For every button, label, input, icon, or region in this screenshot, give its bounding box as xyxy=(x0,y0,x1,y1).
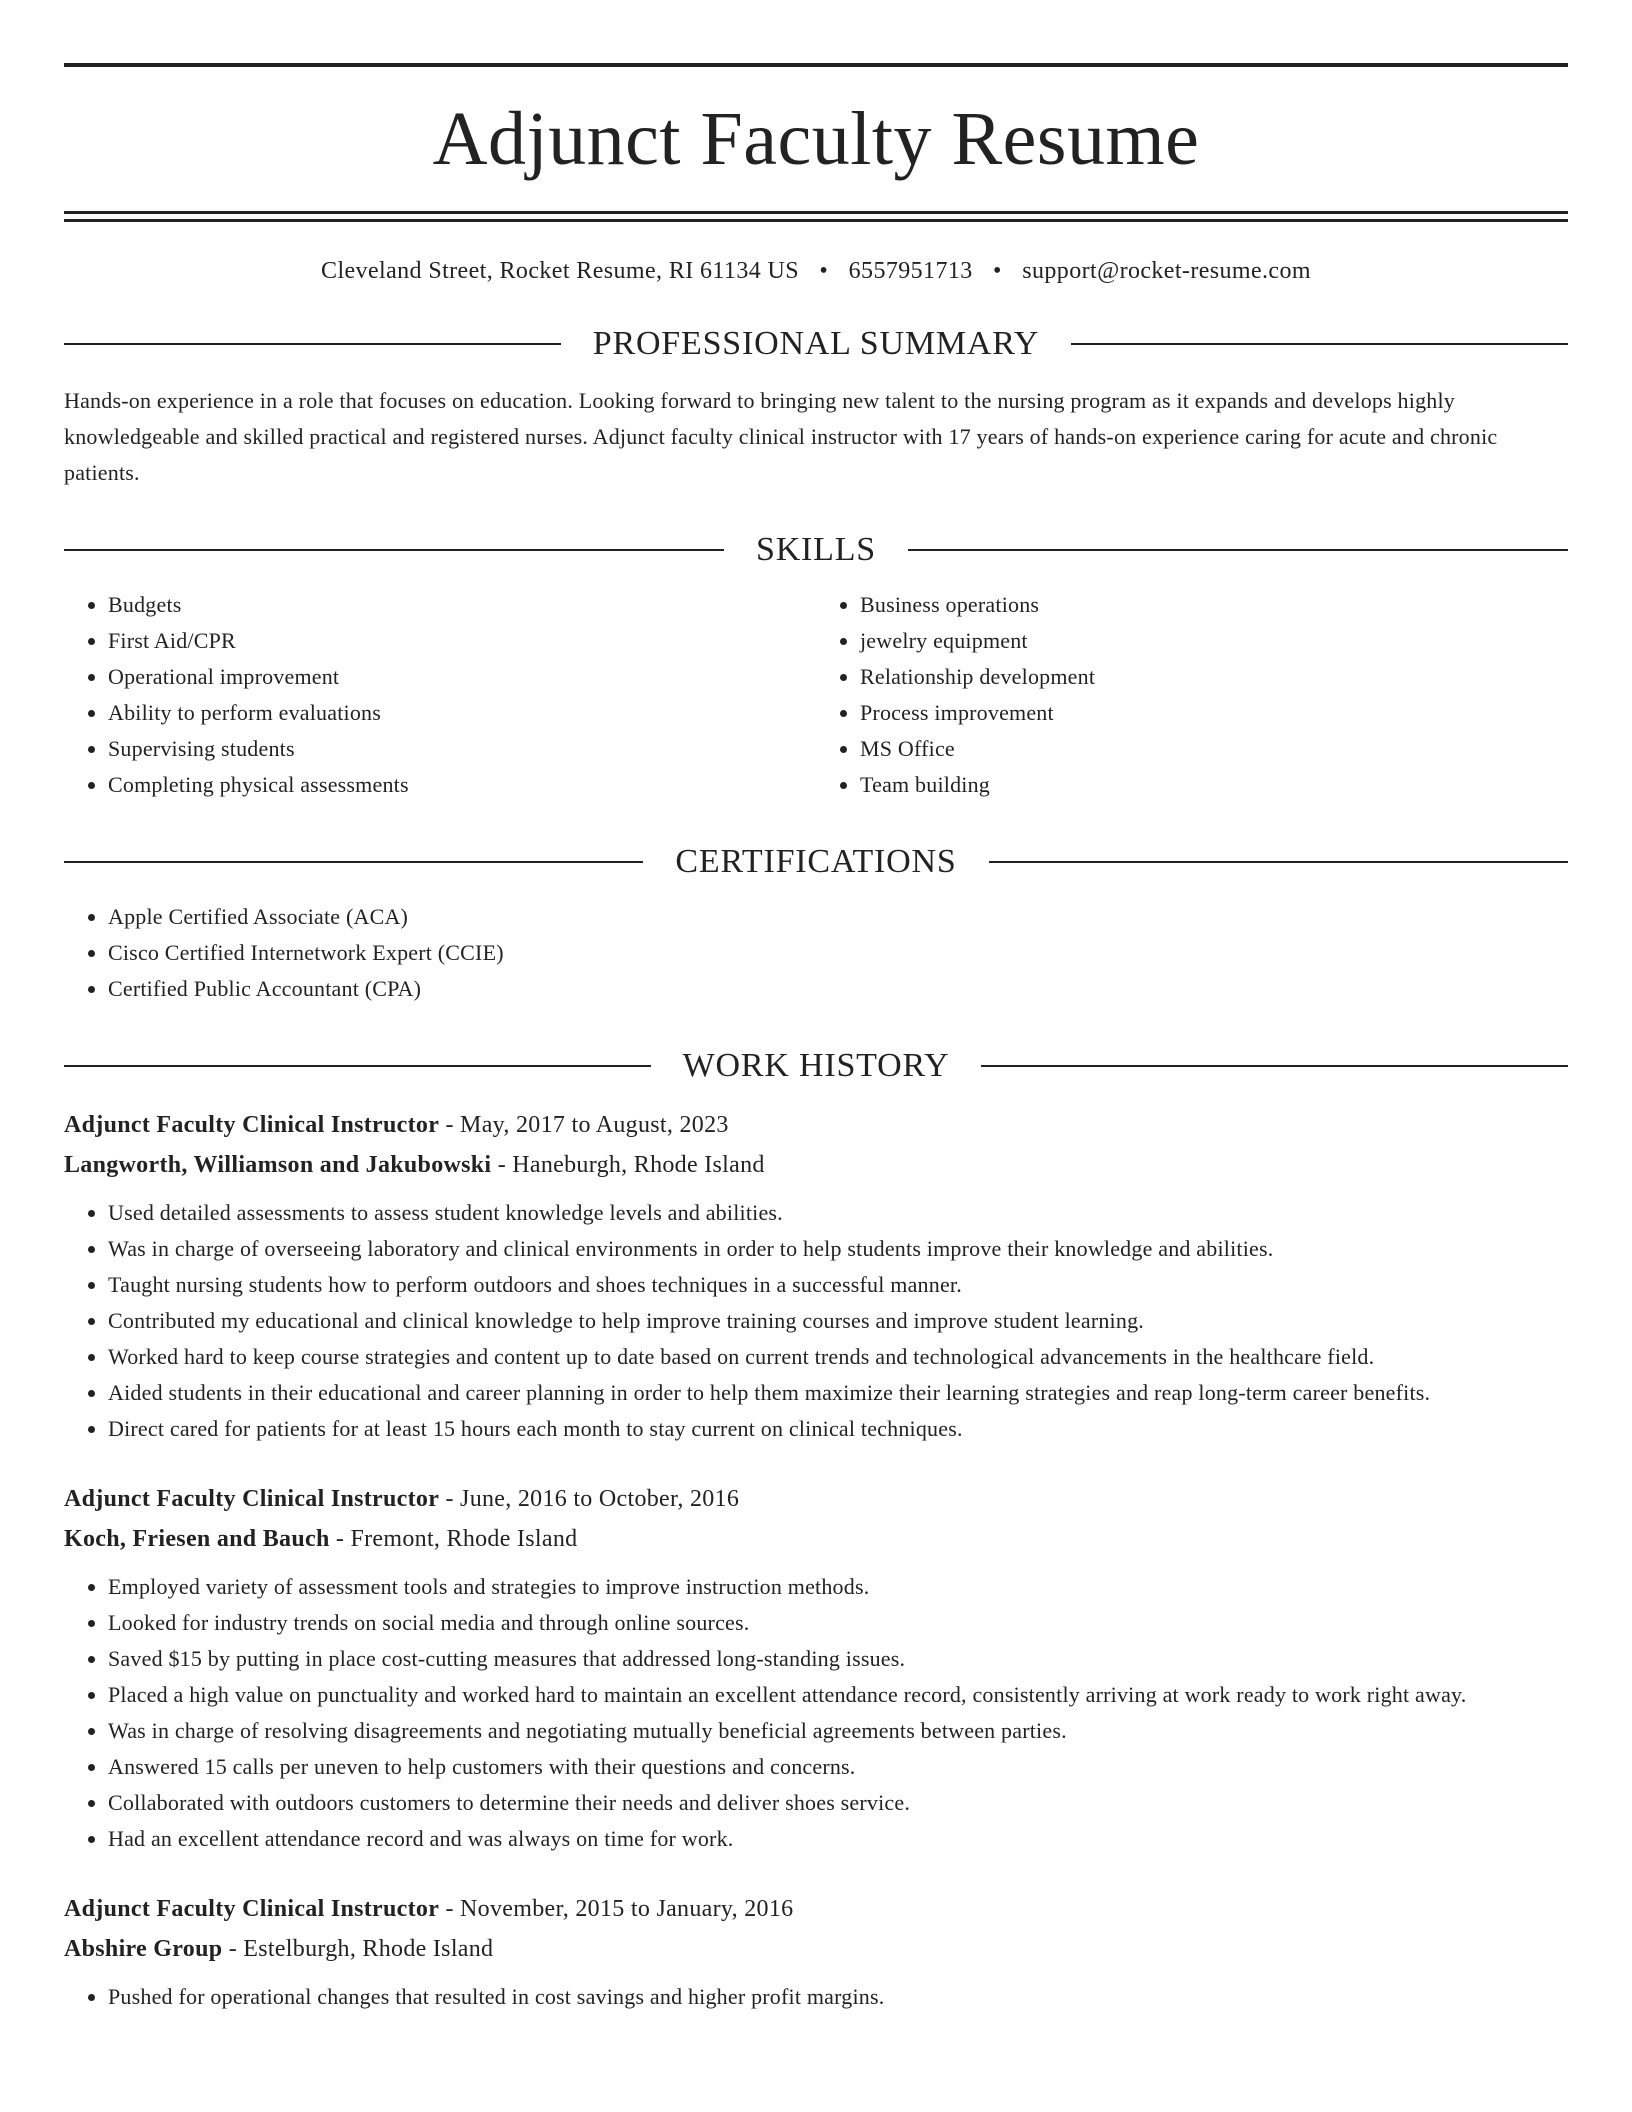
contact-email: support@rocket-resume.com xyxy=(1022,258,1311,284)
contact-separator: • xyxy=(819,258,829,284)
job-title-line xyxy=(64,1479,1568,1519)
job-dates: - November, 2015 to January, 2016 xyxy=(439,1896,794,1922)
job-company: Koch, Friesen and Bauch xyxy=(64,1526,330,1552)
job-bullet: • Collaborated with outdoors customers to determine their needs and deliver shoes service. xyxy=(108,1785,1568,1821)
contact-phone: 6557951713 xyxy=(848,258,973,284)
skill-item: • Operational improvement xyxy=(108,659,816,695)
contact-separator: • xyxy=(993,258,1002,284)
skills-section-header xyxy=(64,533,1568,567)
skill-item: • Team building xyxy=(860,767,1568,803)
job-bullet: • Placed a high value on punctuality and worked hard to maintain an excellent attendance record, consistently arriving at work ready to work right away. xyxy=(108,1677,1568,1713)
job-title-line xyxy=(64,1105,1568,1145)
job-bullet: • Was in charge of overseeing laboratory and clinical environments in order to help students improve their knowledge and abilities. xyxy=(108,1231,1568,1267)
job-title-line xyxy=(64,1889,1568,1929)
skill-item: • MS Office xyxy=(860,731,1568,767)
job-title: Adjunct Faculty Clinical Instructor xyxy=(64,1112,440,1138)
job-bullet: • Aided students in their educational and career planning in order to help them maximize their learning strategies and reap long-term career benefits. xyxy=(108,1375,1568,1411)
work-section-header xyxy=(64,1049,1568,1083)
job-bullet: • Had an excellent attendance record and was always on time for work. xyxy=(108,1821,1568,1857)
job-location: - Haneburgh, Rhode Island xyxy=(491,1152,765,1178)
job-location: - Estelburgh, Rhode Island xyxy=(222,1936,494,1962)
section-rule xyxy=(989,861,1568,863)
certification-item: • Cisco Certified Internetwork Expert (CCIE) xyxy=(108,935,1568,971)
certifications-section-header xyxy=(64,845,1568,879)
skill-item: • Ability to perform evaluations xyxy=(108,695,816,731)
resume-page xyxy=(64,0,1568,2015)
skill-item: • First Aid/CPR xyxy=(108,623,816,659)
contact-address: Cleveland Street, Rocket Resume, RI 61134 US xyxy=(321,258,800,284)
certifications-list xyxy=(64,899,1568,1007)
job-bullets xyxy=(64,1569,1568,1857)
job-bullet: • Answered 15 calls per uneven to help customers with their questions and concerns. xyxy=(108,1749,1568,1785)
job-company: Abshire Group xyxy=(64,1936,223,1962)
skill-item: • Budgets xyxy=(108,587,816,623)
certification-item: • Apple Certified Associate (ACA) xyxy=(108,899,1568,935)
job-dates: - May, 2017 to August, 2023 xyxy=(439,1112,729,1138)
job-company-line xyxy=(64,1145,1568,1185)
skill-item: • Business operations xyxy=(860,587,1568,623)
job-bullet: • Pushed for operational changes that resulted in cost savings and higher profit margins. xyxy=(108,1979,1568,2015)
job-entry xyxy=(64,1889,1568,2015)
job-bullets xyxy=(64,1195,1568,1447)
skill-item: • Relationship development xyxy=(860,659,1568,695)
skills-column-right xyxy=(816,587,1568,803)
job-entry xyxy=(64,1105,1568,1447)
skill-item: • Completing physical assessments xyxy=(108,767,816,803)
job-bullet: • Worked hard to keep course strategies and content up to date based on current trends and technological advancements in the healthcare field. xyxy=(108,1339,1568,1375)
job-company-line xyxy=(64,1519,1568,1559)
summary-section-header xyxy=(64,327,1568,361)
section-rule xyxy=(64,343,561,345)
section-rule xyxy=(1071,343,1568,345)
work-heading: WORK HISTORY xyxy=(682,1047,950,1084)
contact-line xyxy=(64,258,1568,285)
section-rule xyxy=(64,549,724,551)
job-location: - Fremont, Rhode Island xyxy=(329,1526,578,1552)
job-bullet: • Looked for industry trends on social media and through online sources. xyxy=(108,1605,1568,1641)
skills-list xyxy=(64,587,1568,803)
job-bullet: • Contributed my educational and clinical knowledge to help improve training courses and improve student learning. xyxy=(108,1303,1568,1339)
job-bullet: • Used detailed assessments to assess student knowledge levels and abilities. xyxy=(108,1195,1568,1231)
job-bullet: • Employed variety of assessment tools and strategies to improve instruction methods. xyxy=(108,1569,1568,1605)
summary-heading: PROFESSIONAL SUMMARY xyxy=(592,325,1040,362)
job-entry xyxy=(64,1479,1568,1857)
job-dates: - June, 2016 to October, 2016 xyxy=(439,1486,740,1512)
job-bullet: • Was in charge of resolving disagreements and negotiating mutually beneficial agreements between parties. xyxy=(108,1713,1568,1749)
section-rule xyxy=(981,1065,1568,1067)
job-bullet: • Direct cared for patients for at least 15 hours each month to stay current on clinical techniques. xyxy=(108,1411,1568,1447)
job-bullets xyxy=(64,1979,1568,2015)
resume-title: Adjunct Faculty Resume xyxy=(432,97,1200,181)
job-bullet: • Saved $15 by putting in place cost-cutting measures that addressed long-standing issues. xyxy=(108,1641,1568,1677)
job-company: Langworth, Williamson and Jakubowski xyxy=(64,1152,492,1178)
section-rule xyxy=(64,1065,651,1067)
job-title: Adjunct Faculty Clinical Instructor xyxy=(64,1896,440,1922)
skills-heading: SKILLS xyxy=(755,531,877,568)
skills-column-left xyxy=(64,587,816,803)
title-double-rule xyxy=(64,211,1568,222)
summary-text: Hands-on experience in a role that focuses on education. Looking forward to bringing new talent to the nursing program as it expands and develops highly knowledgeable and skilled practical and registered nurses. Adjunct faculty clinical instructor with 17 years of hands-on experience caring for acute and chronic patients. xyxy=(64,388,1498,485)
certification-item: • Certified Public Accountant (CPA) xyxy=(108,971,1568,1007)
job-bullet: • Taught nursing students how to perform outdoors and shoes techniques in a successful manner. xyxy=(108,1267,1568,1303)
section-rule xyxy=(908,549,1568,551)
job-company-line xyxy=(64,1929,1568,1969)
skill-item: • Supervising students xyxy=(108,731,816,767)
certifications-heading: CERTIFICATIONS xyxy=(675,843,957,880)
skill-item: • Process improvement xyxy=(860,695,1568,731)
job-title: Adjunct Faculty Clinical Instructor xyxy=(64,1486,440,1512)
skill-item: • jewelry equipment xyxy=(860,623,1568,659)
section-rule xyxy=(64,861,643,863)
